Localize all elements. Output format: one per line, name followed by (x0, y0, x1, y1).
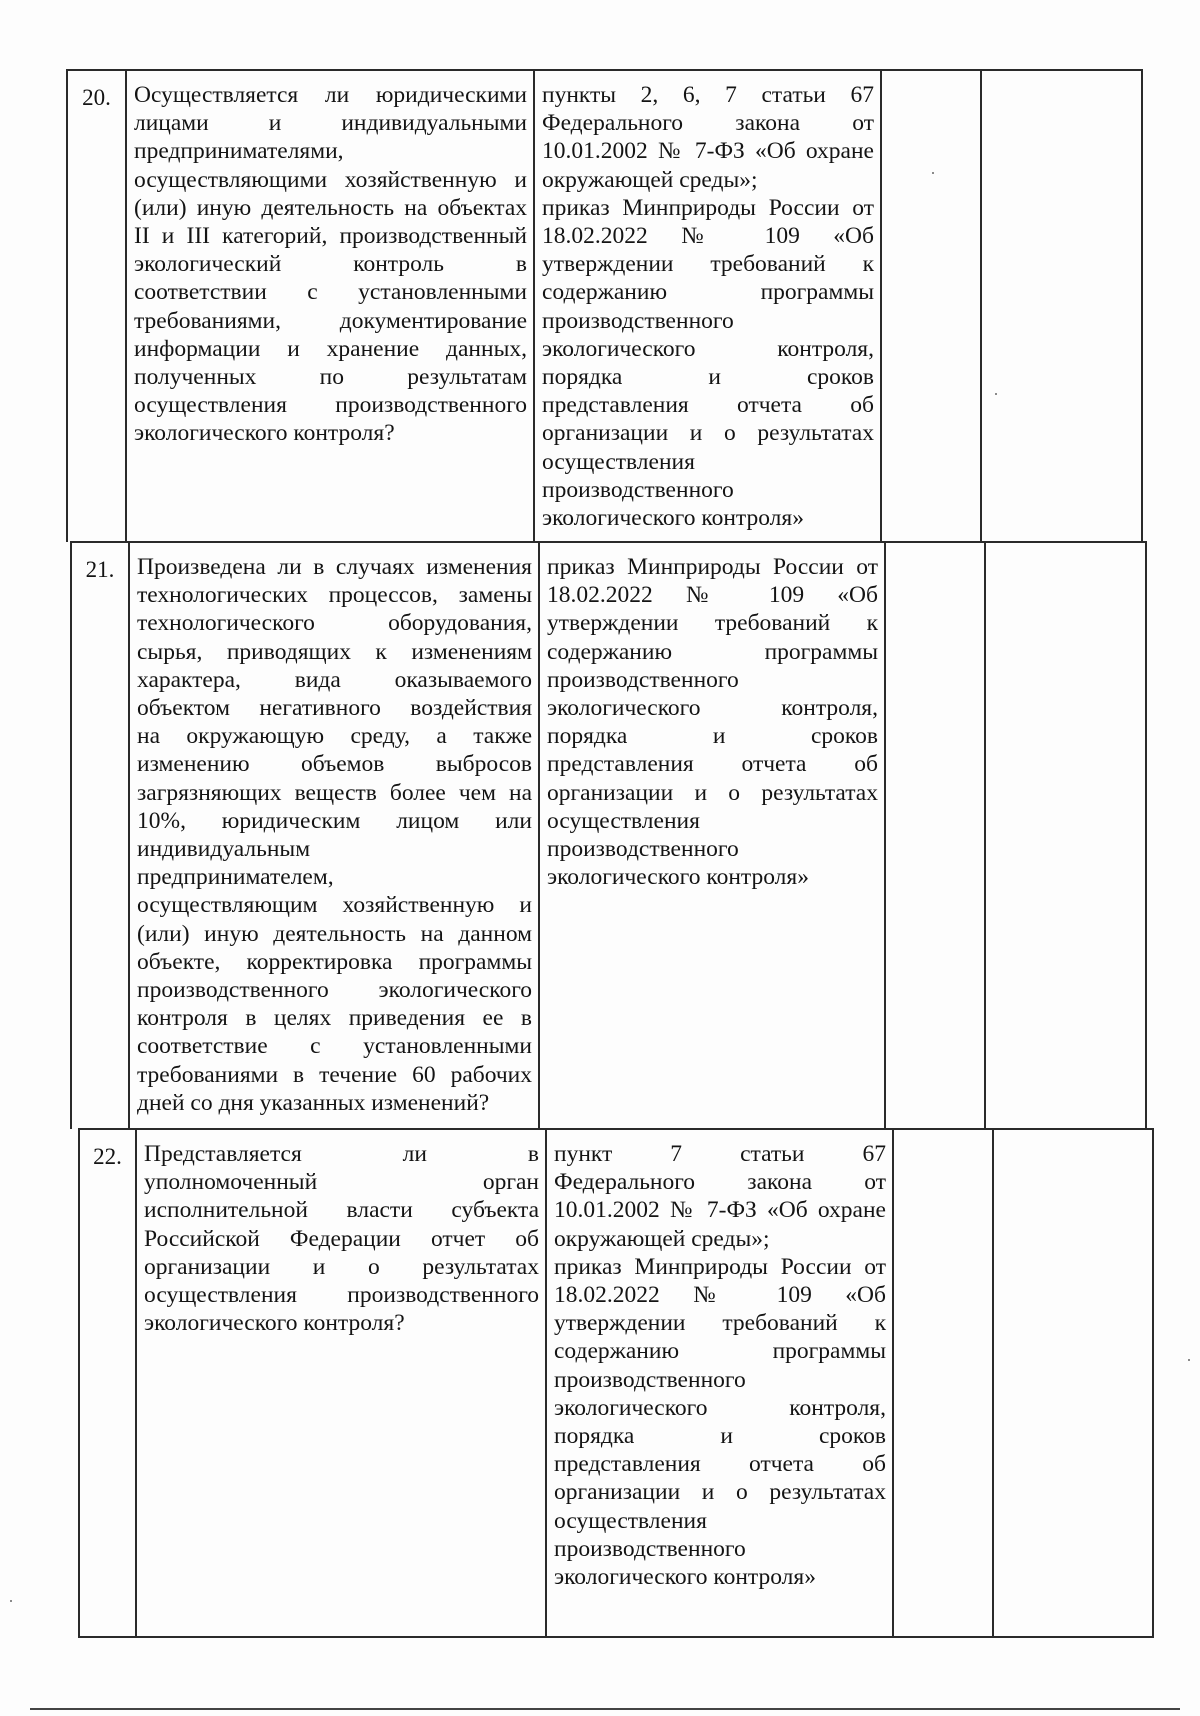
text-line: объекте, корректировка программы (137, 948, 532, 975)
text-line: требованиями, документирование (134, 307, 527, 334)
text-line: организации и о результатах (547, 779, 878, 806)
text-line: организации и о результатах (542, 420, 874, 447)
text-line: экологического контроля, (554, 1394, 886, 1421)
text-line: представления отчета об (542, 392, 874, 419)
text-line: изменению объемов выбросов (137, 751, 532, 778)
text-line: предпринимателем, (137, 864, 334, 891)
text-line: экологического контроля» (547, 864, 809, 891)
text-line: дней со дня указанных изменений? (137, 1089, 490, 1116)
text-line: Осуществляется ли юридическими (134, 82, 527, 108)
text-line: на окружающую среду, а также (137, 723, 532, 750)
text-line: приказ Минприроды России от (542, 194, 874, 221)
text-line: осуществления производственного (134, 392, 527, 419)
text-line: осуществления (547, 807, 700, 834)
text-line: соответствии с установленными (134, 279, 527, 306)
text-line: содержанию программы (542, 279, 874, 306)
table-row (70, 541, 1147, 1129)
reference-cell (540, 543, 886, 1129)
text-line: экологического контроля» (542, 505, 804, 532)
text-line: окружающей среды»; (542, 166, 758, 193)
text-line: осуществляющими хозяйственную и (134, 166, 527, 193)
text-line: производственного (547, 666, 739, 693)
empty-cell-5 (986, 543, 1145, 1129)
text-line: уполномоченный орган (144, 1169, 539, 1196)
row-number: 20. (68, 71, 127, 542)
text-line: осуществления производственного (144, 1282, 539, 1309)
text-line: содержанию программы (554, 1338, 886, 1365)
text-line: характера, вида оказываемого (137, 666, 532, 693)
reference-cell (547, 1130, 894, 1636)
text-line: технологического оборудования, (137, 610, 532, 637)
text-line: 18.02.2022 № 109 «Об (542, 223, 874, 250)
text-line: экологического контроля? (144, 1310, 405, 1337)
empty-cell-4 (894, 1130, 994, 1636)
text-line: предпринимателями, (134, 138, 344, 165)
text-line: экологического контроля» (554, 1564, 816, 1591)
question-cell (127, 71, 535, 542)
text-line: Произведена ли в случаях изменения (137, 554, 532, 580)
text-line: загрязняющих веществ более чем на (137, 779, 532, 806)
text-line: производственного (542, 476, 734, 503)
text-line: экологического контроля, (547, 695, 878, 722)
text-line: контроля в целях приведения ее в (137, 1005, 532, 1032)
text-line: полученных по результатам (134, 364, 527, 391)
text-line: (или) иную деятельность на объектах (134, 194, 527, 221)
table-row (66, 69, 1143, 542)
question-cell (137, 1130, 547, 1636)
text-line: Российской Федерации отчет об (144, 1225, 539, 1252)
text-line: экологический контроль в (134, 251, 527, 278)
empty-cell-4 (886, 543, 986, 1129)
text-line: 10.01.2002 № 7-ФЗ «Об охране (554, 1197, 886, 1224)
text-line: утверждении требований к (547, 610, 878, 637)
scan-speck (995, 393, 997, 395)
text-line: производственного (554, 1366, 746, 1393)
text-line: требованиями в течение 60 рабочих (137, 1061, 532, 1088)
text-line: экологического контроля, (542, 335, 874, 362)
text-line: осуществления (554, 1507, 707, 1534)
text-line: утверждении требований к (542, 251, 874, 278)
text-line: индивидуальным (137, 836, 311, 863)
text-line: осуществляющим хозяйственную и (137, 892, 532, 919)
text-line: производственного (547, 836, 739, 863)
text-line: Федерального закона от (554, 1169, 886, 1196)
text-line: исполнительной власти субъекта (144, 1197, 539, 1224)
text-line: утверждении требований к (554, 1310, 886, 1337)
text-line: порядка и сроков (547, 723, 878, 750)
text-line: Федерального закона от (542, 110, 874, 137)
text-line: Представляется ли в (144, 1141, 539, 1167)
row-number: 21. (72, 543, 130, 1129)
text-line: информации и хранение данных, (134, 335, 527, 362)
text-line: организации и о результатах (554, 1479, 886, 1506)
scan-speck (932, 172, 934, 174)
text-line: пункт 7 статьи 67 (554, 1141, 886, 1167)
empty-cell-5 (994, 1130, 1152, 1636)
text-line: 10.01.2002 № 7-ФЗ «Об охране (542, 138, 874, 165)
scan-speck (10, 1600, 12, 1602)
text-line: производственного (554, 1535, 746, 1562)
text-line: соответствие с установленными (137, 1033, 532, 1060)
text-line: пункты 2, 6, 7 статьи 67 (542, 82, 874, 108)
text-line: (или) иную деятельность на данном (137, 920, 532, 947)
text-line: порядка и сроков (554, 1423, 886, 1450)
text-line: II и III категорий, производственный (134, 223, 527, 250)
text-line: порядка и сроков (542, 364, 874, 391)
text-line: содержанию программы (547, 638, 878, 665)
text-line: осуществления (542, 448, 695, 475)
text-line: представления отчета об (547, 751, 878, 778)
empty-cell-5 (982, 71, 1141, 542)
text-line: приказ Минприроды России от (547, 554, 878, 580)
text-line: окружающей среды»; (554, 1225, 770, 1252)
row-number: 22. (80, 1130, 137, 1636)
text-line: 18.02.2022 № 109 «Об (547, 582, 878, 609)
text-line: представления отчета об (554, 1451, 886, 1478)
text-line: объектом негативного воздействия (137, 695, 532, 722)
text-line: производственного экологического (137, 977, 532, 1004)
text-line: экологического контроля? (134, 420, 395, 447)
text-line: 10%, юридическим лицом или (137, 807, 532, 834)
table-row (78, 1128, 1154, 1638)
page-bottom-rule (30, 1708, 1180, 1710)
text-line: приказ Минприроды России от (554, 1253, 886, 1280)
text-line: производственного (542, 307, 734, 334)
text-line: организации и о результатах (144, 1253, 539, 1280)
empty-cell-4 (882, 71, 982, 542)
scan-speck (1188, 1359, 1190, 1361)
text-line: лицами и индивидуальными (134, 110, 527, 137)
text-line: 18.02.2022 № 109 «Об (554, 1282, 886, 1309)
text-line: сырья, приводящих к изменениям (137, 638, 532, 665)
question-cell (130, 543, 540, 1129)
reference-cell (535, 71, 882, 542)
text-line: технологических процессов, замены (137, 582, 532, 609)
